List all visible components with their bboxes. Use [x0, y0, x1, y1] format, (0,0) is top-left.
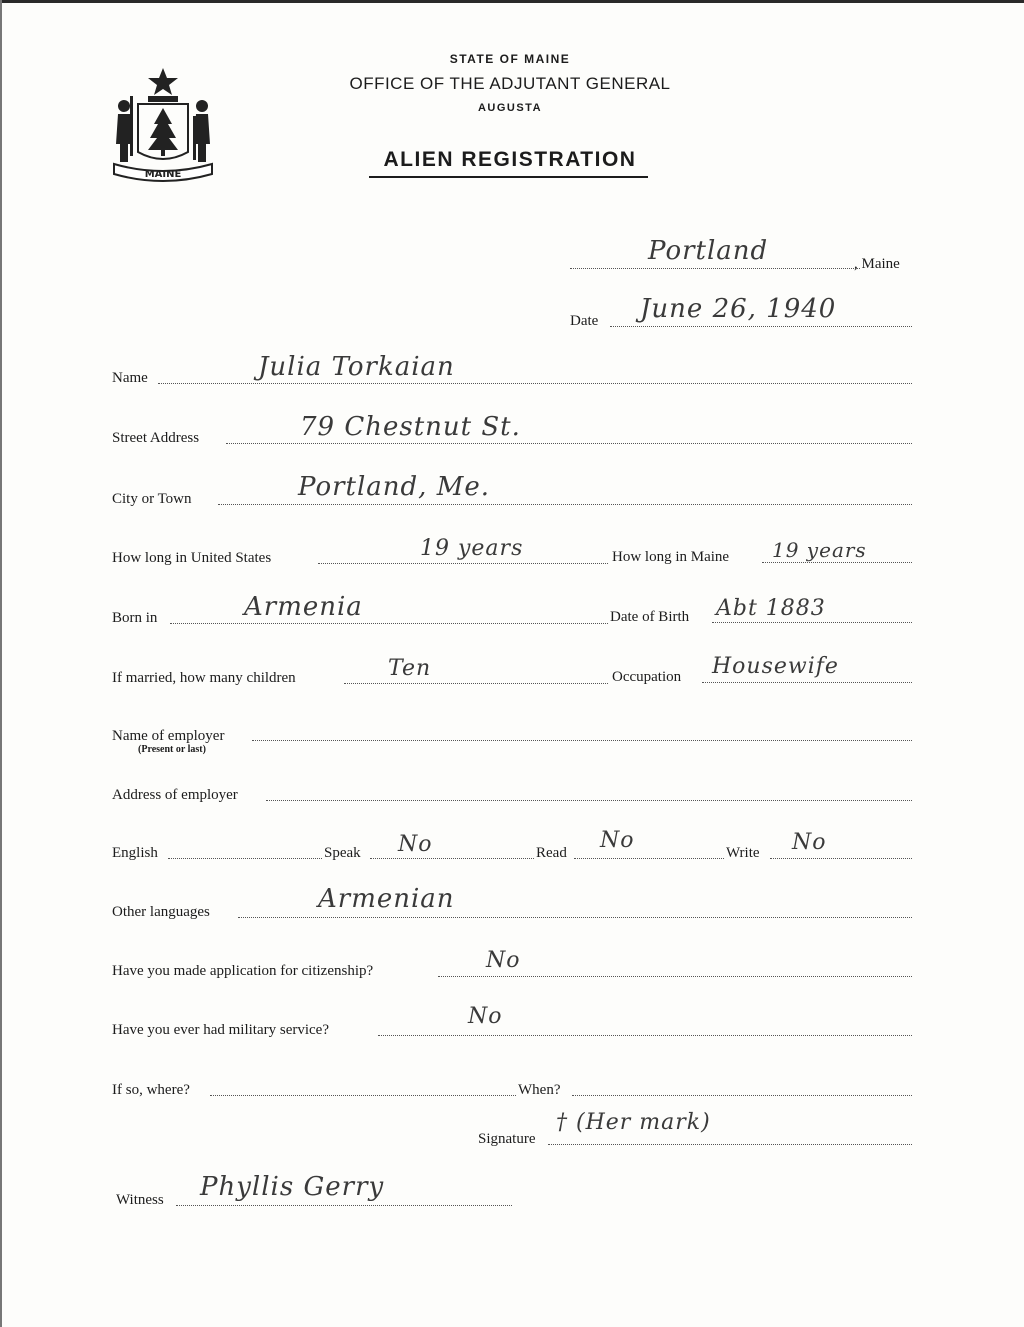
other-languages-label: Other languages [112, 904, 210, 920]
dob-label: Date of Birth [610, 609, 690, 625]
read-label: Read [536, 845, 567, 861]
children-line [344, 683, 608, 684]
read-value: No [600, 828, 635, 853]
witness-line [176, 1205, 512, 1206]
city-line [218, 504, 912, 505]
speak-line [370, 858, 534, 859]
born-in-value: Armenia [244, 592, 363, 622]
employer-address-line [266, 800, 912, 801]
witness-value: Phyllis Gerry [200, 1172, 385, 1202]
employer-label: Name of employer [112, 728, 225, 744]
header-office: OFFICE OF THE ADJUTANT GENERAL [349, 74, 671, 93]
military-label: Have you ever had military service? [112, 1022, 329, 1038]
when-label: When? [518, 1082, 561, 1098]
other-languages-line [238, 917, 912, 918]
long-us-label: How long in United States [112, 550, 272, 566]
long-maine-value: 19 years [772, 538, 867, 562]
form-title: ALIEN REGISTRATION [383, 148, 637, 171]
citizenship-line [438, 976, 912, 977]
signature-line [548, 1144, 912, 1145]
when-line [572, 1095, 912, 1096]
street-line [226, 443, 912, 444]
english-line [168, 858, 322, 859]
title-underline [369, 176, 648, 178]
where-label: If so, where? [112, 1082, 190, 1098]
scan-edge-left [0, 0, 2, 1327]
scan-edge-top [0, 0, 1024, 3]
citizenship-label: Have you made application for citizenship? [112, 963, 374, 979]
born-in-line [170, 623, 608, 624]
city-label: City or Town [112, 491, 192, 507]
write-label: Write [726, 845, 760, 861]
english-label: English [112, 845, 158, 861]
witness-label: Witness [116, 1192, 164, 1208]
long-us-line [318, 563, 608, 564]
occupation-label: Occupation [612, 669, 682, 685]
date-line [610, 326, 912, 327]
long-maine-line [762, 562, 912, 563]
speak-value: No [398, 832, 433, 857]
header-city: AUGUSTA [477, 102, 543, 114]
read-line [574, 858, 724, 859]
military-line [378, 1035, 912, 1036]
children-label: If married, how many children [112, 670, 296, 686]
place-value: Portland [648, 236, 769, 266]
children-value: Ten [388, 656, 432, 681]
long-us-value: 19 years [420, 536, 524, 561]
header-state: STATE OF MAINE [449, 52, 571, 66]
citizenship-value: No [486, 948, 521, 973]
seal-text: MAINE [144, 169, 182, 180]
employer-sublabel: (Present or last) [138, 744, 206, 755]
other-languages-value: Armenian [318, 884, 455, 914]
occupation-line [702, 682, 912, 683]
military-value: No [468, 1004, 503, 1029]
name-label: Name [112, 370, 148, 386]
place-line [570, 268, 860, 269]
born-in-label: Born in [112, 610, 158, 626]
employer-line [252, 740, 912, 741]
street-label: Street Address [112, 430, 200, 446]
maine-label: , Maine [854, 256, 900, 272]
city-value: Portland, Me. [298, 472, 490, 502]
write-value: No [792, 830, 827, 855]
signature-value: † (Her mark) [556, 1110, 711, 1135]
speak-label: Speak [324, 845, 361, 861]
name-value: Julia Torkaian [258, 352, 455, 382]
date-label: Date [570, 313, 599, 329]
name-line [158, 383, 912, 384]
write-line [770, 858, 912, 859]
occupation-value: Housewife [712, 654, 839, 679]
state-seal-icon [110, 66, 216, 190]
dob-line [712, 622, 912, 623]
street-value: 79 Chestnut St. [300, 412, 521, 442]
date-value: June 26, 1940 [640, 294, 837, 324]
employer-address-label: Address of employer [112, 787, 238, 803]
where-line [210, 1095, 516, 1096]
dob-value: Abt 1883 [716, 596, 826, 621]
long-maine-label: How long in Maine [612, 549, 730, 565]
signature-label: Signature [478, 1131, 536, 1147]
